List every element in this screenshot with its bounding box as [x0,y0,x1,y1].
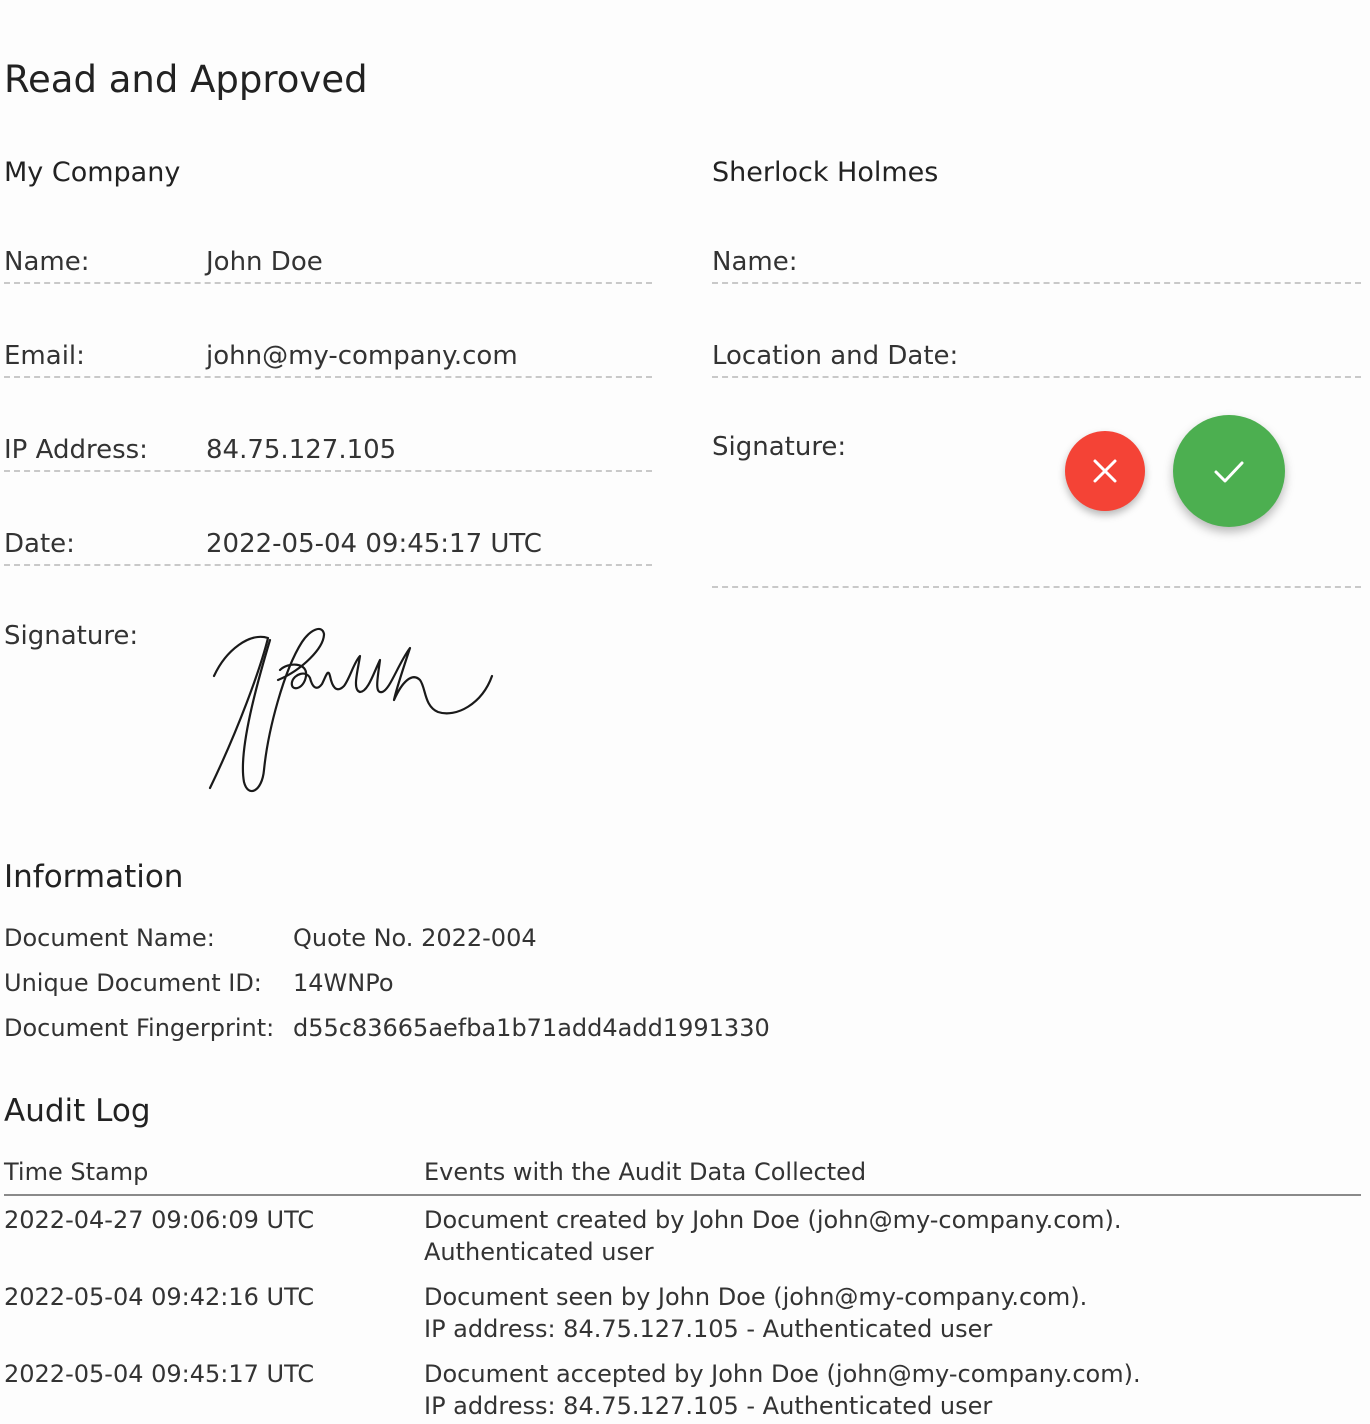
signer-name-label: Name: [712,247,798,277]
info-document-id-label: Unique Document ID: [4,969,262,997]
audit-event [424,1204,1121,1268]
audit-event-line: Document accepted by John Doe (john@my-company.com). [424,1360,1141,1388]
company-name-row [4,244,652,284]
audit-timestamp: 2022-05-04 09:42:16 UTC [4,1283,315,1311]
page-title: Read and Approved [4,58,368,101]
audit-event-line: Document created by John Doe (john@my-company.com). [424,1206,1122,1234]
signer-location-date-label: Location and Date: [712,341,959,371]
info-fingerprint-value: d55c83665aefba1b71add4add1991330 [293,1014,770,1042]
signer-signature-label: Signature: [712,432,847,462]
info-document-name-value: Quote No. 2022-004 [293,924,537,952]
info-document-name-label: Document Name: [4,924,215,952]
company-date-label: Date: [4,529,75,559]
signer-signature-line[interactable] [712,586,1361,588]
company-title: My Company [4,157,181,188]
accept-button[interactable] [1173,415,1285,527]
audit-timestamp: 2022-05-04 09:45:17 UTC [4,1360,315,1388]
info-fingerprint-label: Document Fingerprint: [4,1014,275,1042]
audit-event-line: Document seen by John Doe (john@my-company.com). [424,1283,1088,1311]
audit-event-detail: IP address: 84.75.127.105 - Authenticated user [424,1315,993,1343]
company-date-value: 2022-05-04 09:45:17 UTC [206,529,542,559]
info-document-id-value: 14WNPo [293,969,394,997]
reject-button[interactable] [1065,431,1145,511]
company-name-label: Name: [4,247,90,277]
close-icon [1090,456,1120,486]
company-email-value: john@my-company.com [206,341,518,371]
audit-table-header [4,1156,1361,1196]
check-icon [1212,454,1246,488]
audit-log-title: Audit Log [4,1093,151,1129]
company-ip-label: IP Address: [4,435,148,465]
company-email-row [4,338,652,378]
audit-event [424,1358,1141,1422]
information-title: Information [4,859,184,895]
company-email-label: Email: [4,341,85,371]
company-ip-row [4,432,652,472]
signer-title: Sherlock Holmes [712,157,939,188]
audit-header-timestamp: Time Stamp [4,1158,149,1186]
signer-name-row[interactable] [712,244,1361,284]
signer-location-date-row[interactable] [712,338,1361,378]
company-name-value: John Doe [206,247,323,277]
company-date-row [4,526,652,566]
audit-timestamp: 2022-04-27 09:06:09 UTC [4,1206,315,1234]
company-ip-value: 84.75.127.105 [206,435,397,465]
audit-event [424,1281,1087,1345]
audit-event-detail: Authenticated user [424,1238,654,1266]
audit-event-detail: IP address: 84.75.127.105 - Authenticated user [424,1392,993,1420]
handwritten-signature [198,610,503,800]
audit-header-events: Events with the Audit Data Collected [424,1158,867,1186]
company-signature-label: Signature: [4,621,139,651]
